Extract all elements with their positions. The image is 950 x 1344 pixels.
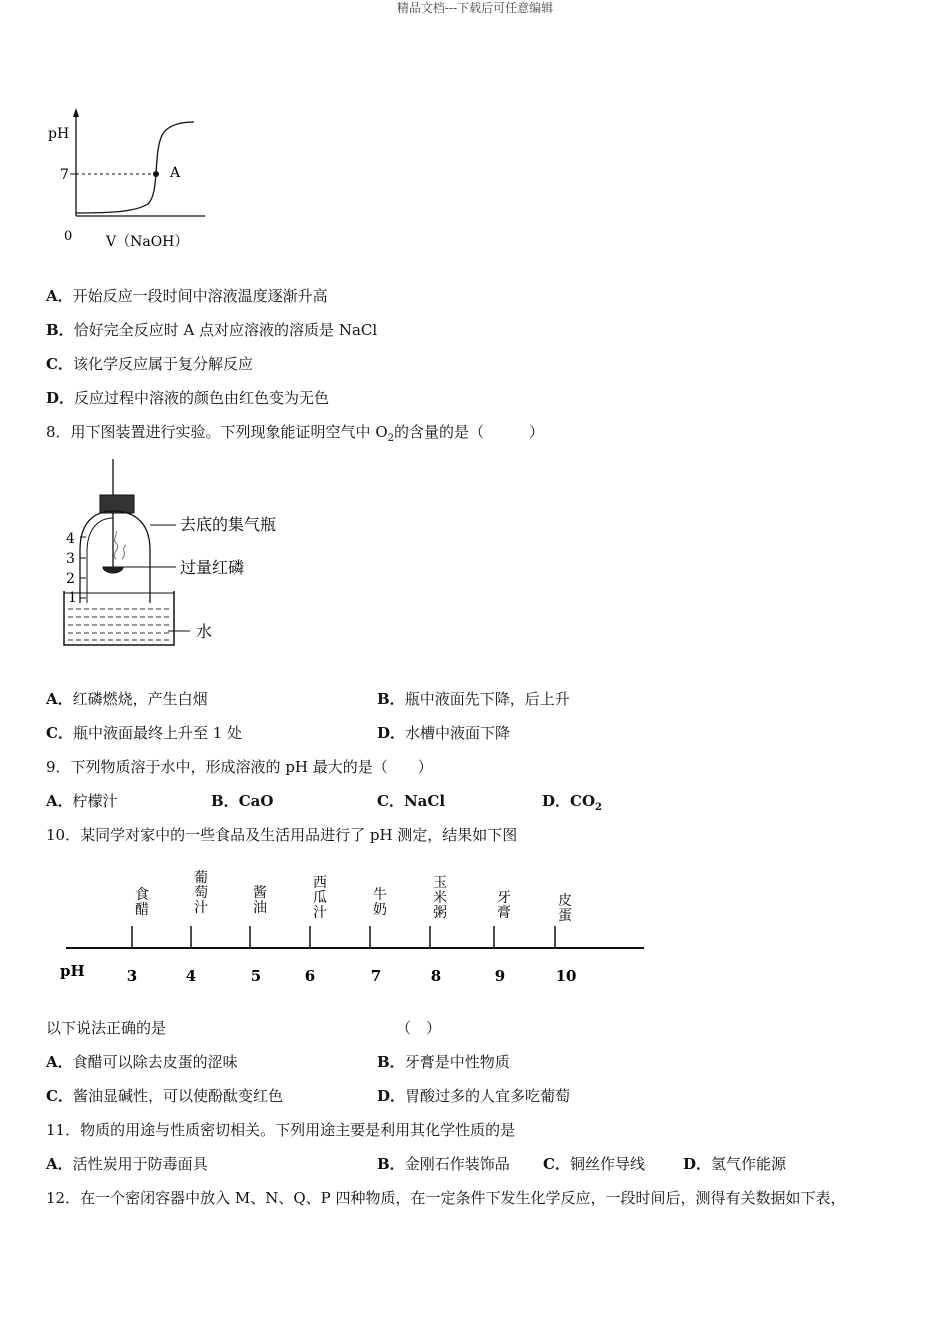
- q11-option-a[interactable]: A．活性炭用于防毒面具: [46, 1155, 208, 1173]
- scale-mark-1: 1: [68, 590, 77, 606]
- label-water: 水: [196, 622, 213, 641]
- scale-mark-2: 2: [66, 571, 75, 587]
- ph-item-char: 醋: [135, 902, 149, 918]
- ph-item-label: [558, 892, 572, 924]
- page-header: 精品文档---下载后可任意编辑: [396, 1, 554, 15]
- q10-blank: （ ）: [396, 1019, 442, 1037]
- ph-item-char: 酱: [253, 885, 267, 901]
- q8-option-a[interactable]: A．红磷燃烧，产生白烟: [46, 690, 208, 708]
- ph-item-label: [194, 870, 208, 916]
- graph-point-label: A: [170, 165, 181, 181]
- point-a: [153, 171, 159, 177]
- q10-option-b[interactable]: B．牙膏是中性物质: [377, 1053, 510, 1071]
- ph-item-char: 蛋: [558, 908, 572, 924]
- q10-prompt: 以下说法正确的是: [46, 1019, 167, 1037]
- ph-item-char: 皮: [558, 893, 572, 909]
- ph-tick-label: 6: [304, 967, 316, 985]
- graph-y-tick: 7: [60, 167, 69, 183]
- ph-item-char: 粥: [433, 905, 447, 921]
- ph-tick-label: 3: [126, 967, 138, 985]
- q8-option-d[interactable]: D．水槽中液面下降: [377, 724, 511, 742]
- ph-item-label: [313, 875, 327, 921]
- ph-item-char: 奶: [373, 902, 387, 918]
- ph-tick-label: 8: [430, 967, 442, 985]
- q12-stem: 12．在一个密闭容器中放入 M、N、Q、P 四种物质，在一定条件下发生化学反应，一段时间后，测得有关数据如下表，: [46, 1189, 846, 1207]
- q8-stem: 8．用下图装置进行实验。下列现象能证明空气中 $O_2$的含量的是（ ）: [46, 423, 545, 444]
- ph-item-char: 油: [253, 900, 267, 916]
- ph-titration-graph: [40, 100, 210, 260]
- q8-option-b[interactable]: B．瓶中液面先下降，后上升: [377, 690, 570, 708]
- graph-origin: 0: [64, 229, 73, 244]
- q9-option-c[interactable]: C．NaCl: [377, 792, 446, 810]
- ph-tick-label: 7: [370, 967, 382, 985]
- ph-item-char: 瓜: [313, 890, 327, 906]
- ph-tick-label: 10: [555, 967, 577, 985]
- q11-option-b[interactable]: B．金刚石作装饰品: [377, 1155, 510, 1173]
- graph-x-label: V（NaOH）: [106, 234, 189, 250]
- label-bottle: 去底的集气瓶: [180, 515, 277, 534]
- q8-option-c[interactable]: C．瓶中液面最终上升至 1 处: [46, 724, 243, 742]
- ph-item-char: 玉: [433, 875, 447, 891]
- scale-mark-4: 4: [66, 531, 75, 547]
- ph-item-char: 牙: [497, 890, 511, 906]
- ph-item-char: 米: [433, 890, 447, 906]
- ph-tick-label: 9: [494, 967, 506, 985]
- ph-tick-label: 5: [250, 967, 262, 985]
- ph-item-label: [433, 875, 447, 921]
- q10-option-d[interactable]: D．胃酸过多的人宜多吃葡萄: [377, 1087, 571, 1105]
- q9-stem: 9．下列物质溶于水中，形成溶液的 pH 最大的是（ ）: [46, 758, 433, 776]
- ph-scale-chart: [50, 862, 660, 992]
- q7-option-b[interactable]: B．恰好完全反应时 A 点对应溶液的溶质是 NaCl: [46, 321, 378, 339]
- ph-item-label: [135, 887, 149, 918]
- ph-item-char: 牛: [373, 887, 387, 903]
- ph-item-label: [253, 884, 267, 916]
- q11-option-d[interactable]: D．氢气作能源: [683, 1155, 787, 1173]
- q7-option-c[interactable]: C．该化学反应属于复分解反应: [46, 355, 253, 373]
- q10-option-a[interactable]: A．食醋可以除去皮蛋的涩味: [46, 1053, 238, 1071]
- ph-item-char: 葡: [194, 870, 208, 886]
- label-phosphorus: 过量红磷: [180, 558, 245, 577]
- scale-mark-3: 3: [66, 551, 75, 567]
- ph-item-char: 食: [135, 887, 149, 903]
- q11-stem: 11．物质的用途与性质密切相关。下列用途主要是利用其化学性质的是: [46, 1121, 516, 1139]
- graph-y-label: pH: [48, 126, 70, 142]
- q7-option-a[interactable]: A．开始反应一段时间中溶液温度逐渐升高: [46, 287, 328, 305]
- q7-option-d[interactable]: D．反应过程中溶液的颜色由红色变为无色: [46, 389, 330, 407]
- ph-item-label: [497, 890, 511, 921]
- ph-item-char: 汁: [313, 905, 327, 921]
- q8-apparatus-diagram: [50, 455, 310, 655]
- q10-stem: 10．某同学对家中的一些食品及生活用品进行了 pH 测定，结果如下图: [46, 826, 518, 844]
- q9-option-a[interactable]: A．柠檬汁: [46, 792, 118, 810]
- ph-item-char: 西: [313, 875, 327, 891]
- ph-item-char: 萄: [194, 885, 208, 901]
- ph-axis-label: pH: [60, 962, 85, 980]
- ph-item-char: 汁: [194, 900, 208, 916]
- q10-option-c[interactable]: C．酱油显碱性，可以使酚酞变红色: [46, 1087, 283, 1105]
- ph-item-label: [373, 886, 387, 918]
- q9-option-d[interactable]: D．$CO_2$: [542, 792, 602, 813]
- ph-tick-label: 4: [185, 967, 197, 985]
- q11-option-c[interactable]: C．铜丝作导线: [543, 1155, 645, 1173]
- q9-option-b[interactable]: B．CaO: [211, 792, 274, 810]
- ph-item-char: 膏: [497, 905, 511, 921]
